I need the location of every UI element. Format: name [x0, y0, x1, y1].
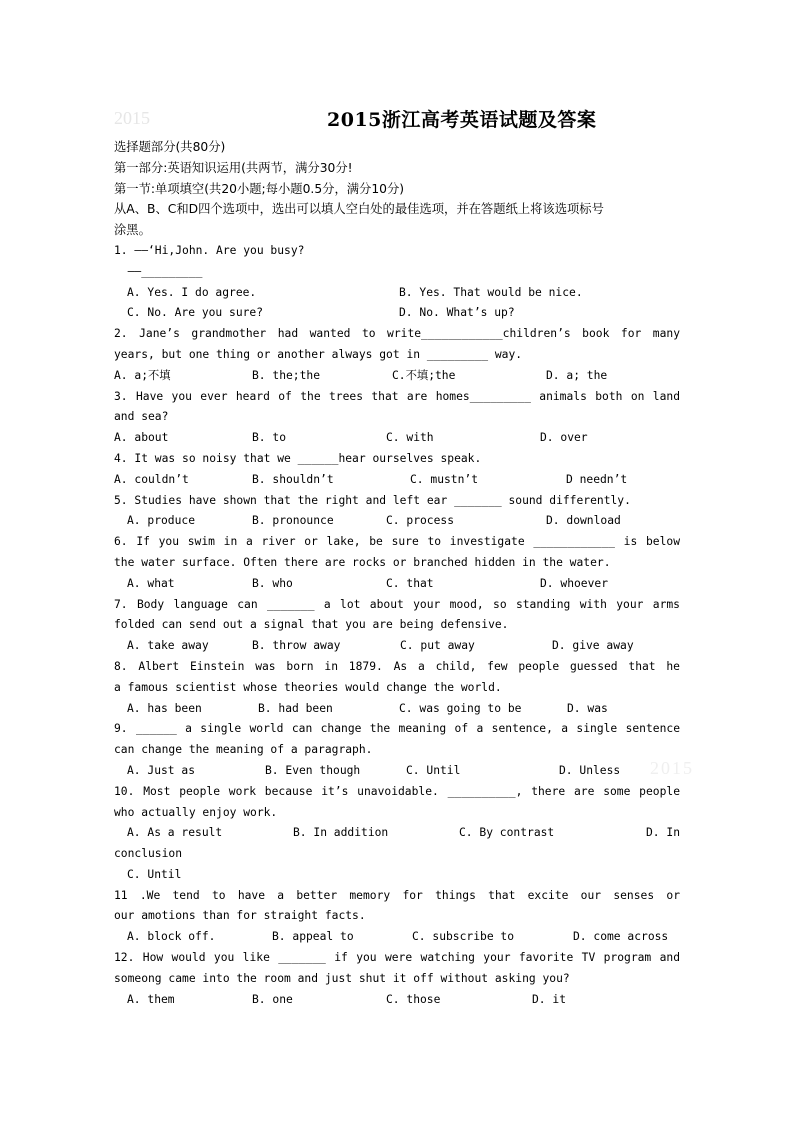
option-a: A. about — [114, 431, 169, 445]
option-b: B. shouldn’t — [252, 472, 334, 486]
option-b: B. Yes. That would be nice. — [399, 285, 583, 299]
question-8-options — [114, 699, 680, 720]
question-1-options-ab — [114, 283, 680, 304]
option-c: C. No. Are you sure? — [127, 306, 264, 320]
option-a: A. has been — [127, 701, 202, 715]
option-b: B. throw away — [252, 639, 341, 653]
question-1-options-cd — [114, 303, 680, 324]
question-12-cont: someong came into the room and just shut it off without asking you? — [114, 971, 570, 985]
option-c: C. mustn’t — [410, 472, 479, 486]
question-11-cont: our amotions than for straight facts. — [114, 909, 366, 923]
option-b: B. Even though — [265, 763, 361, 777]
option-a: A. As a result — [127, 826, 223, 840]
option-d: D. give away — [552, 639, 634, 653]
option-d: D. download — [546, 514, 621, 528]
question-5: 5. Studies have shown that the right and left ear _______ sound differently. — [114, 493, 631, 507]
option-b: B. pronounce — [252, 514, 334, 528]
section-heading: 选择题部分(共80分) — [114, 140, 226, 154]
option-c: C. was going to be — [399, 701, 522, 715]
question-10-options — [114, 823, 680, 844]
option-a: A. produce — [127, 514, 196, 528]
question-6-cont: the water surface. Often there are rocks or branched hidden in the water. — [114, 555, 611, 569]
question-11: 11 .We tend to have a better memory for things that excite our senses or — [114, 888, 680, 902]
option-d: D. it — [532, 992, 567, 1006]
question-11-options — [114, 927, 680, 948]
question-2-cont: years, but one thing or another always got in _________ way. — [114, 347, 523, 361]
option-a: A. them — [127, 992, 175, 1006]
option-a: A. what — [127, 576, 175, 590]
option-a: A. block off. — [127, 930, 216, 944]
option-d: D. No. What’s up? — [399, 306, 515, 320]
option-c: C. that — [386, 576, 434, 590]
question-6: 6. If you swim in a river or lake, be sure to investigate ____________ is below — [114, 535, 680, 549]
option-a: A. Yes. I do agree. — [127, 285, 257, 299]
option-c: C. with — [386, 431, 434, 445]
question-3-cont: and sea? — [114, 410, 169, 424]
option-b: B. In addition — [293, 826, 389, 840]
question-3: 3. Have you ever heard of the trees that are homes_________ animals both on land — [114, 389, 680, 403]
option-c: C. process — [386, 514, 455, 528]
question-8-cont: a famous scientist whose theories would change the world. — [114, 680, 502, 694]
question-7-cont: folded can send out a signal that you are being defensive. — [114, 618, 509, 632]
option-d: D. come across — [573, 930, 669, 944]
question-10-cont: who actually enjoy work. — [114, 805, 278, 819]
option-b: B. the;the — [252, 368, 321, 382]
question-1: 1. ——‘Hi,John. Are you busy? — [114, 243, 305, 257]
option-d: D. Unless — [559, 763, 621, 777]
part-heading: 第一部分:英语知识运用(共两节，满分30分! — [114, 160, 353, 175]
option-b: B. appeal to — [272, 930, 354, 944]
question-2-options — [114, 366, 680, 387]
question-7-options — [114, 636, 680, 657]
option-a: A. couldn’t — [114, 472, 189, 486]
option-c: C. subscribe to — [412, 930, 515, 944]
option-b: B. who — [252, 576, 293, 590]
subsection-heading: 第一节:单项填空(共20小题;每小题0.5分，满分10分) — [114, 181, 405, 196]
question-8: 8. Albert Einstein was born in 1879. As a child, few people guessed that he — [114, 659, 680, 673]
option-b: B. to — [252, 431, 287, 445]
question-10: 10. Most people work because it’s unavoidable. __________, there are some people — [114, 784, 680, 798]
question-6-options — [114, 574, 680, 595]
option-d: D. whoever — [540, 576, 609, 590]
question-1-reply: ——_________ — [114, 264, 203, 278]
watermark: 2015 — [114, 108, 150, 128]
option-d: D. a; the — [546, 368, 608, 382]
option-d: D. In — [645, 826, 680, 840]
question-2: 2. Jane’s grandmother had wanted to write____________children’s book for many — [114, 327, 680, 341]
question-9-cont: can change the meaning of a paragraph. — [114, 743, 373, 757]
option-b: B. one — [252, 992, 293, 1006]
instructions-cont: 涂黑。 — [114, 223, 151, 238]
option-c: C. put away — [400, 639, 475, 653]
option-d: D. over — [540, 431, 588, 445]
question-9: 9. ______ a single world can change the meaning of a sentence, a single sentence — [114, 722, 680, 736]
question-5-options — [114, 511, 680, 532]
option-a: A. take away — [127, 639, 209, 653]
exam-content — [114, 137, 680, 1010]
option-b: B. had been — [258, 701, 333, 715]
question-7: 7. Body language can _______ a lot about your mood, so standing with your arms — [114, 597, 680, 611]
question-4-options — [114, 470, 680, 491]
option-a: A. a;不填 — [114, 368, 171, 382]
option-c: C. By contrast — [459, 826, 555, 840]
option-a: A. Just as — [127, 763, 196, 777]
watermark-faint: 2015 — [650, 758, 694, 778]
option-c: C. Until — [406, 763, 461, 777]
option-extra: C. Until — [127, 867, 182, 881]
option-d: D. was — [567, 701, 608, 715]
option-d: D needn’t — [566, 472, 628, 486]
option-c: C. those — [386, 992, 441, 1006]
option-c: C.不填;the — [392, 368, 456, 382]
instructions: 从A、B、C和D四个选项中，选出可以填人空白处的最佳选项，并在答题纸上将该选项标号 — [114, 202, 604, 217]
question-3-options — [114, 428, 680, 449]
page-title: 2015浙江高考英语试题及答案 — [327, 109, 597, 131]
question-4: 4. It was so noisy that we ______hear ourselves speak. — [114, 451, 482, 465]
option-d-cont: conclusion — [114, 847, 183, 861]
question-12: 12. How would you like _______ if you were watching your favorite TV program and — [114, 951, 680, 965]
question-9-options — [114, 761, 680, 782]
question-12-options — [114, 990, 680, 1011]
